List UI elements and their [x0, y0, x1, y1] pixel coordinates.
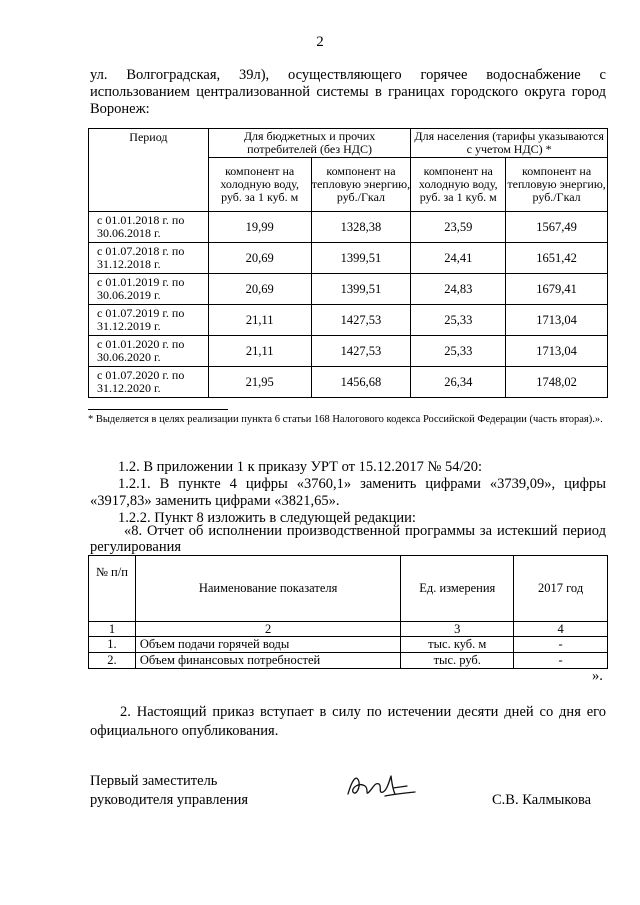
header-period: Период — [89, 129, 209, 212]
pop-cold-cell: 25,33 — [411, 305, 506, 336]
pop-cold-cell: 25,33 — [411, 336, 506, 367]
budget-heat-cell: 1328,38 — [311, 212, 411, 243]
table-row — [89, 653, 608, 669]
report-table — [88, 555, 608, 669]
period-cell: с 01.01.2020 г. по 30.06.2020 г. — [89, 336, 209, 367]
pop-heat-cell: 1713,04 — [506, 336, 608, 367]
row-num: 2. — [89, 653, 136, 669]
table-row — [89, 637, 608, 653]
table-row — [89, 367, 608, 398]
signature-position-line2: руководителя управления — [90, 792, 249, 808]
budget-heat-cell: 1427,53 — [311, 305, 411, 336]
pop-cold-cell: 26,34 — [411, 367, 506, 398]
item-1-2: 1.2. В приложении 1 к приказу УРТ от 15.12.2017 № 54/20: — [118, 459, 483, 475]
budget-cold-cell: 21,11 — [208, 336, 311, 367]
budget-heat-cell: 1399,51 — [311, 243, 411, 274]
column-numbering-row — [89, 622, 608, 637]
budget-cold-cell: 20,69 — [208, 243, 311, 274]
table-row — [89, 305, 608, 336]
header-indicator: Наименование показателя — [135, 556, 400, 622]
header-population-group: Для населения (тарифы указываются с учетом НДС) * — [411, 129, 608, 158]
header-year: 2017 год — [514, 556, 608, 622]
pop-cold-cell: 23,59 — [411, 212, 506, 243]
item-1-2-1: 1.2.1. В пункте 4 цифры «3760,1» заменить цифрами «3739,09», цифры «3917,83» заменить цифрами «3821,65». — [90, 476, 606, 509]
row-num: 1. — [89, 637, 136, 653]
closing-quote: ». — [592, 668, 603, 684]
pop-heat-cell: 1713,04 — [506, 305, 608, 336]
row-indicator: Объем финансовых потребностей — [135, 653, 400, 669]
row-value: - — [514, 637, 608, 653]
item-2: 2. Настоящий приказ вступает в силу по истечении десяти дней со дня его официального опубликования. — [90, 704, 606, 739]
table-row — [89, 212, 608, 243]
pop-heat-cell: 1651,42 — [506, 243, 608, 274]
budget-cold-cell: 19,99 — [208, 212, 311, 243]
col-number: 2 — [135, 622, 400, 637]
header-budget-cold: компонент на холодную воду, руб. за 1 куб. м — [208, 158, 311, 212]
handwritten-signature-icon — [345, 772, 417, 802]
pop-cold-cell: 24,41 — [411, 243, 506, 274]
period-cell: с 01.01.2018 г. по 30.06.2018 г. — [89, 212, 209, 243]
header-budget-group: Для бюджетных и прочих потребителей (без НДС) — [208, 129, 411, 158]
period-cell: с 01.07.2020 г. по 31.12.2020 г. — [89, 367, 209, 398]
header-budget-heat: компонент на тепловую энергию, руб./Гкал — [311, 158, 411, 212]
budget-cold-cell: 21,95 — [208, 367, 311, 398]
budget-heat-cell: 1399,51 — [311, 274, 411, 305]
col-number: 1 — [89, 622, 136, 637]
row-value: - — [514, 653, 608, 669]
header-pop-cold: компонент на холодную воду, руб. за 1 куб. м — [411, 158, 506, 212]
item-8-title: «8. Отчет об исполнении производственной программы за истекший период регулирования — [90, 523, 606, 555]
pop-heat-cell: 1748,02 — [506, 367, 608, 398]
pop-heat-cell: 1567,49 — [506, 212, 608, 243]
pop-cold-cell: 24,83 — [411, 274, 506, 305]
page-number: 2 — [316, 34, 324, 50]
pop-heat-cell: 1679,41 — [506, 274, 608, 305]
table-row — [89, 274, 608, 305]
budget-heat-cell: 1456,68 — [311, 367, 411, 398]
row-unit: тыс. куб. м — [401, 637, 514, 653]
footnote: * Выделяется в целях реализации пункта 6 статьи 168 Налогового кодекса Российской Федерации (часть вторая).». — [88, 414, 603, 425]
signature-position-line1: Первый заместитель — [90, 773, 218, 789]
header-unit: Ед. измерения — [401, 556, 514, 622]
budget-cold-cell: 21,11 — [208, 305, 311, 336]
intro-paragraph: ул. Волгоградская, 39л), осуществляющего горячее водоснабжение с использованием централизованной системы в границах городского округа город Воронеж: — [90, 67, 606, 117]
period-cell: с 01.07.2019 г. по 31.12.2019 г. — [89, 305, 209, 336]
tariff-table — [88, 128, 608, 398]
table-row — [89, 243, 608, 274]
col-number: 4 — [514, 622, 608, 637]
row-unit: тыс. руб. — [401, 653, 514, 669]
footnote-divider — [88, 409, 228, 410]
budget-heat-cell: 1427,53 — [311, 336, 411, 367]
header-num: № п/п — [89, 556, 136, 622]
budget-cold-cell: 20,69 — [208, 274, 311, 305]
signatory-name: С.В. Калмыкова — [492, 792, 592, 808]
col-number: 3 — [401, 622, 514, 637]
period-cell: с 01.07.2018 г. по 31.12.2018 г. — [89, 243, 209, 274]
header-pop-heat: компонент на тепловую энергию, руб./Гкал — [506, 158, 608, 212]
table-row — [89, 336, 608, 367]
period-cell: с 01.01.2019 г. по 30.06.2019 г. — [89, 274, 209, 305]
row-indicator: Объем подачи горячей воды — [135, 637, 400, 653]
item-1-2-2: 1.2.2. Пункт 8 изложить в следующей редакции: — [118, 510, 416, 526]
